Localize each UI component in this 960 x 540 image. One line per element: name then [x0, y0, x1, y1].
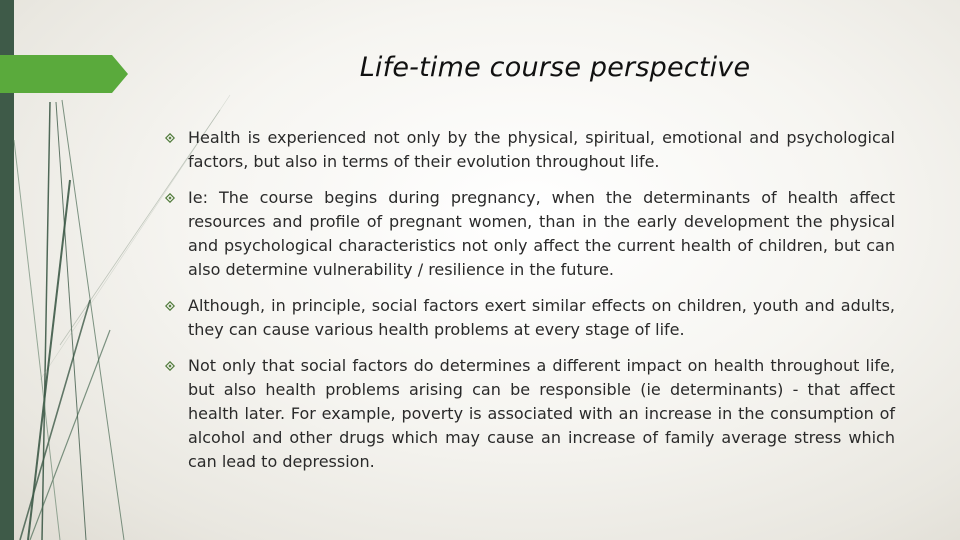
slide-title: Life-time course perspective: [359, 52, 751, 83]
bullet-item: [165, 186, 895, 282]
diamond-bullet-icon: [165, 361, 175, 371]
bullet-item: [165, 294, 895, 342]
diamond-bullet-icon: [165, 133, 175, 143]
bullet-text: Although, in principle, social factors exert similar effects on children, youth and adults, they can cause various health problems at every stage of life.: [188, 296, 895, 339]
bullet-item: [165, 354, 895, 474]
bullet-text: Not only that social factors do determines a different impact on health throughout life, but also health problems arising can be responsible (ie determinants) - that affect health later. For example, poverty is associated with an increase in the consumption of alcohol and other drugs which may cause an increase of family average stress which can lead to depression.: [188, 356, 895, 471]
bullet-item: [165, 126, 895, 174]
bullet-list: [165, 126, 895, 486]
bullet-text: Ie: The course begins during pregnancy, when the determinants of health affect resources and profile of pregnant women, than in the early development the physical and psychological characteristics not only affect the current health of children, but can also determine vulnerability / resilience in the future.: [188, 188, 895, 279]
bullet-text: Health is experienced not only by the physical, spiritual, emotional and psychological factors, but also in terms of their evolution throughout life.: [188, 128, 895, 171]
green-arrow-accent: [0, 55, 128, 93]
diamond-bullet-icon: [165, 193, 175, 203]
diamond-bullet-icon: [165, 301, 175, 311]
